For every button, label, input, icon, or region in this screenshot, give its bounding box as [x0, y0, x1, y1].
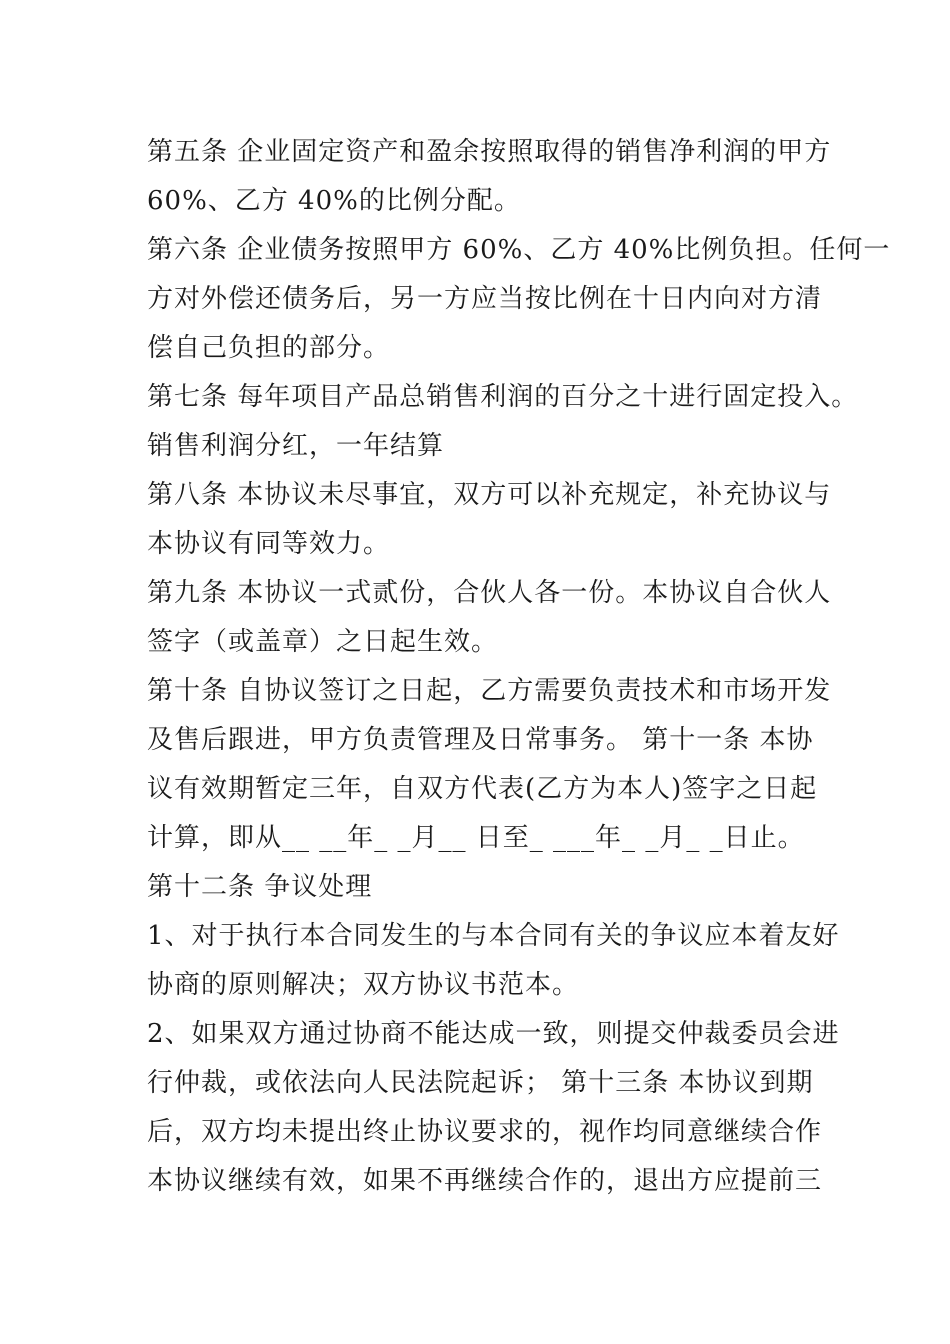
text-line: 第六条 企业债务按照甲方 60%、乙方 40%比例负担。任何一 — [147, 235, 891, 265]
text-line: 销售利润分红，一年结算 — [147, 431, 445, 461]
text-line: 第十二条 争议处理 — [147, 872, 373, 902]
text-line: 第七条 每年项目产品总销售利润的百分之十进行固定投入。 — [147, 382, 859, 412]
text-line: 计算，即从__ __年_ _月__ 日至_ ___年_ _月_ _日止。 — [147, 823, 805, 853]
text-line: 议有效期暂定三年，自双方代表(乙方为本人)签字之日起 — [147, 774, 818, 804]
text-line: 1、对于执行本合同发生的与本合同有关的争议应本着友好 — [147, 921, 840, 951]
text-line: 签字（或盖章）之日起生效。 — [147, 627, 499, 657]
document-page — [147, 128, 891, 1206]
text-line: 后，双方均未提出终止协议要求的，视作均同意继续合作 — [147, 1117, 823, 1147]
text-line: 协商的原则解决；双方协议书范本。 — [147, 970, 580, 1000]
text-line: 第八条 本协议未尽事宜，双方可以补充规定，补充协议与 — [147, 480, 832, 510]
text-line: 2、如果双方通过协商不能达成一致，则提交仲裁委员会进 — [147, 1019, 840, 1049]
text-line: 第十条 自协议签订之日起，乙方需要负责技术和市场开发 — [147, 676, 832, 706]
text-line: 方对外偿还债务后，另一方应当按比例在十日内向对方清 — [147, 284, 823, 314]
text-line: 行仲裁，或依法向人民法院起诉； 第十三条 本协议到期 — [147, 1068, 814, 1098]
text-line: 及售后跟进，甲方负责管理及日常事务。 第十一条 本协 — [147, 725, 814, 755]
text-line: 偿自己负担的部分。 — [147, 333, 391, 363]
text-line: 本协议有同等效力。 — [147, 529, 391, 559]
text-line: 60%、乙方 40%的比例分配。 — [147, 186, 521, 216]
text-line: 第九条 本协议一式贰份，合伙人各一份。本协议自合伙人 — [147, 578, 832, 608]
text-line: 本协议继续有效，如果不再继续合作的，退出方应提前三 — [147, 1166, 823, 1196]
text-line: 第五条 企业固定资产和盈余按照取得的销售净利润的甲方 — [147, 137, 832, 167]
